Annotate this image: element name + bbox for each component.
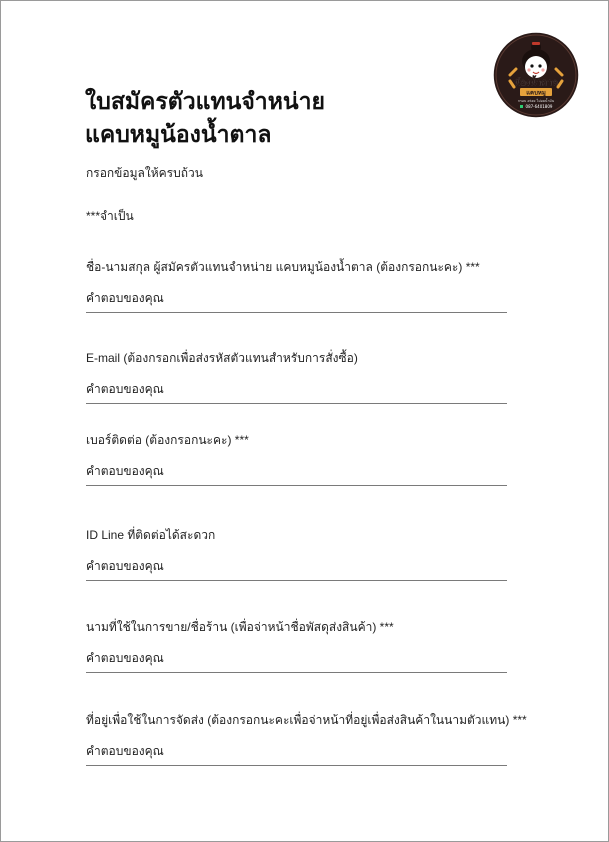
field-label: ชื่อ-นามสกุล ผู้สมัครตัวแทนจำหน่าย แคบหมูน้องน้ำตาล (ต้องกรอกนะคะ) *** [86, 260, 480, 274]
field-shop-name [86, 619, 507, 673]
required-note: ***จำเป็น [86, 209, 134, 223]
form-title-line2: แคบหมูน้องน้ำตาล [85, 121, 272, 147]
fullname-input[interactable]: คำตอบของคุณ [86, 289, 507, 313]
svg-text:087-6401809: 087-6401809 [525, 104, 553, 109]
field-label: เบอร์ติดต่อ (ต้องกรอกนะคะ) *** [86, 433, 249, 447]
field-label: E-mail (ต้องกรอกเพื่อส่งรหัสตัวแทนสำหรับการสั่งซื้อ) [86, 351, 358, 365]
field-label: ID Line ที่ติดต่อได้สะดวก [86, 528, 216, 542]
form-subtitle: กรอกข้อมูลให้ครบถ้วน [86, 166, 203, 180]
field-address [86, 712, 527, 766]
address-input[interactable]: คำตอบของคุณ [86, 742, 507, 766]
form-title-line1: ใบสมัครตัวแทนจำหน่าย [85, 88, 325, 114]
brand-logo [492, 31, 580, 119]
form-title [85, 85, 325, 151]
field-line-id [86, 527, 507, 581]
email-input[interactable]: คำตอบของคุณ [86, 380, 507, 404]
field-fullname [86, 259, 507, 313]
phone-input[interactable]: คำตอบของคุณ [86, 462, 507, 486]
field-email [86, 350, 507, 404]
field-label: นามที่ใช้ในการขาย/ชื่อร้าน (เพื่อจ่าหน้าชื่อพัสดุส่งสินค้า) *** [86, 620, 394, 634]
field-phone [86, 432, 507, 486]
svg-text:แคบหมู: แคบหมู [526, 89, 546, 97]
line-id-input[interactable]: คำตอบของคุณ [86, 557, 507, 581]
svg-text:น้องน้ำตาล: น้องน้ำตาล [514, 78, 558, 88]
field-label: ที่อยู่เพื่อใช้ในการจัดส่ง (ต้องกรอกนะคะเพื่อจ่าหน้าที่อยู่เพื่อส่งสินค้าในนามตัวแทน) *** [86, 713, 527, 727]
shop-name-input[interactable]: คำตอบของคุณ [86, 649, 507, 673]
svg-text:กรอบ อร่อย ไม่อมน้ำมัน: กรอบ อร่อย ไม่อมน้ำมัน [517, 99, 555, 103]
